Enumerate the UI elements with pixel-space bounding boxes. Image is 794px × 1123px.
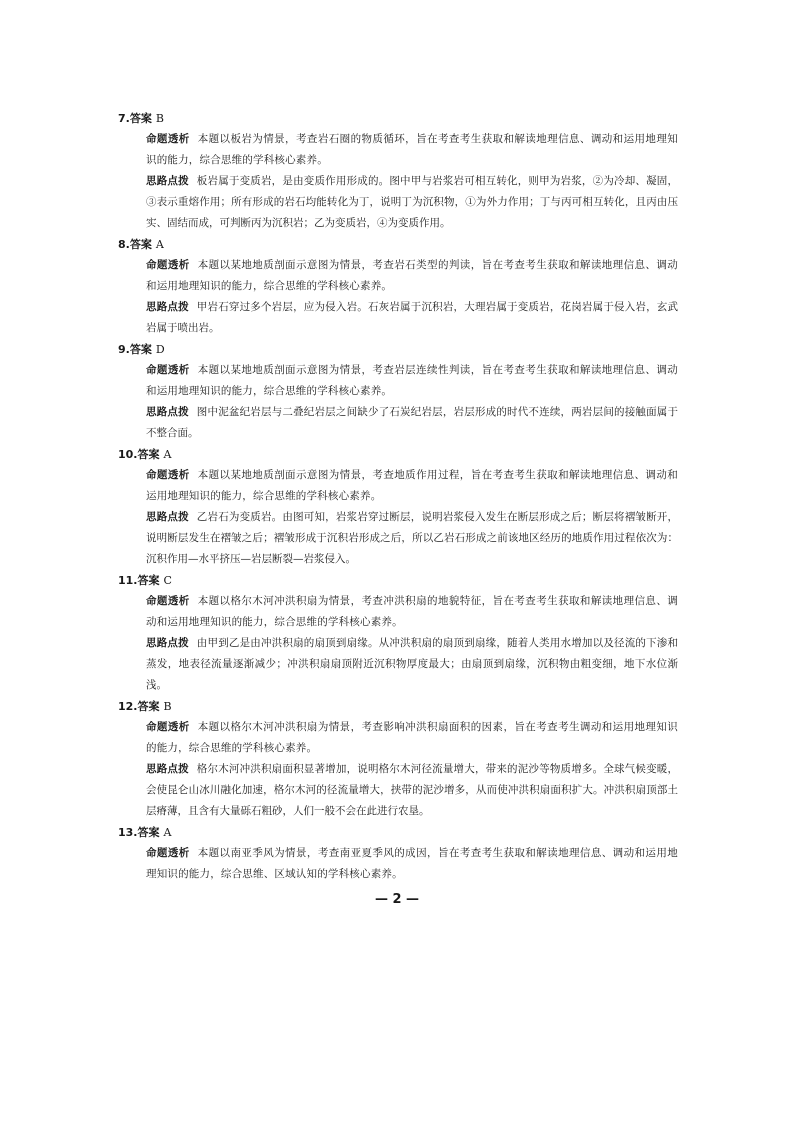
question-number: 11. xyxy=(118,574,138,587)
analysis-section xyxy=(146,255,678,297)
thinking-section xyxy=(146,402,678,444)
analysis-label: 命题透析 xyxy=(146,595,190,607)
answer-label: 答案 xyxy=(129,238,152,251)
question-block xyxy=(118,108,678,234)
thinking-text: 板岩属于变质岩，是由变质作用形成的。图中甲与岩浆岩可相互转化，则甲为岩浆，②为冷却、凝固，③表示重熔作用；所有形成的岩石均能转化为丁，说明丁为沉积物，①为外力作用；丁与丙可相互转化，且丙由压实、固结而成，可判断丙为沉积岩；乙为变质岩，④为变质作用。 xyxy=(146,175,679,229)
thinking-text: 乙岩石为变质岩。由图可知，岩浆岩穿过断层，说明岩浆侵入发生在断层形成之后；断层将褶皱断开，说明断层发生在褶皱之后；褶皱形成于沉积岩形成之后，所以乙岩石形成之前该地区经历的地质作用过程依次为：沉积作用—水平挤压—岩层断裂—岩浆侵入。 xyxy=(146,511,679,565)
analysis-section xyxy=(146,591,678,633)
question-number: 13. xyxy=(118,826,138,839)
answer-key-content xyxy=(118,108,678,885)
thinking-section xyxy=(146,171,678,234)
question-number: 7. xyxy=(118,112,130,125)
question-header xyxy=(118,570,678,591)
analysis-text: 本题以某地地质剖面示意图为情景，考查岩层连续性判读，旨在考查考生获取和解读地理信息、调动和运用地理知识的能力，综合思维的学科核心素养。 xyxy=(146,364,678,397)
answer-label: 答案 xyxy=(137,448,160,461)
thinking-text: 甲岩石穿过多个岩层，应为侵入岩。石灰岩属于沉积岩，大理岩属于变质岩，花岗岩属于侵入岩，玄武岩属于喷出岩。 xyxy=(146,301,679,334)
analysis-text: 本题以格尔木河冲洪积扇为情景，考查冲洪积扇的地貌特征，旨在考查考生获取和解读地理信息、调动和运用地理知识的能力，综合思维的学科核心素养。 xyxy=(146,595,678,628)
thinking-label: 思路点拨 xyxy=(146,763,189,775)
thinking-label: 思路点拨 xyxy=(146,406,189,418)
thinking-section xyxy=(146,759,678,822)
question-header xyxy=(118,234,678,255)
question-header xyxy=(118,108,678,129)
answer-label: 答案 xyxy=(137,700,160,713)
analysis-label: 命题透析 xyxy=(146,364,190,376)
thinking-text: 格尔木河冲洪积扇面积显著增加，说明格尔木河径流量增大，带来的泥沙等物质增多。全球气候变暖，会使昆仑山冰川融化加速，格尔木河的径流量增大，挟带的泥沙增多，从而使冲洪积扇面积扩大。冲洪积扇顶部土层瘠薄，且含有大量砾石粗砂，人们一般不会在此进行农垦。 xyxy=(146,763,679,817)
question-block xyxy=(118,444,678,570)
answer-value: A xyxy=(155,238,164,251)
analysis-label: 命题透析 xyxy=(146,133,190,145)
thinking-text: 由甲到乙是由冲洪积扇的扇顶到扇缘。从冲洪积扇的扇顶到扇缘，随着人类用水增加以及径流的下渗和蒸发，地表径流量逐渐减少；冲洪积扇扇顶附近沉积物厚度最大；由扇顶到扇缘，沉积物由粗变细，地下水位渐浅。 xyxy=(146,637,679,691)
thinking-label: 思路点拨 xyxy=(146,175,189,187)
thinking-section xyxy=(146,297,678,339)
thinking-text: 图中泥盆纪岩层与二叠纪岩层之间缺少了石炭纪岩层，岩层形成的时代不连续，两岩层间的接触面属于不整合面。 xyxy=(146,406,679,439)
analysis-text: 本题以某地地质剖面示意图为情景，考查岩石类型的判读，旨在考查考生获取和解读地理信息、调动和运用地理知识的能力，综合思维的学科核心素养。 xyxy=(146,259,678,292)
answer-value: C xyxy=(163,574,172,587)
question-header xyxy=(118,822,678,843)
answer-value: D xyxy=(155,343,165,356)
question-block xyxy=(118,822,678,885)
analysis-section xyxy=(146,717,678,759)
analysis-label: 命题透析 xyxy=(146,259,190,271)
page-number: — 2 — xyxy=(374,892,420,907)
question-block xyxy=(118,339,678,444)
answer-label: 答案 xyxy=(137,826,160,839)
question-header xyxy=(118,444,678,465)
thinking-label: 思路点拨 xyxy=(146,637,189,649)
question-number: 12. xyxy=(118,700,138,713)
question-header xyxy=(118,339,678,360)
analysis-text: 本题以南亚季风为情景，考查南亚夏季风的成因，旨在考查考生获取和解读地理信息、调动和运用地理知识的能力，综合思维、区域认知的学科核心素养。 xyxy=(146,847,678,880)
answer-value: A xyxy=(163,448,172,461)
thinking-label: 思路点拨 xyxy=(146,511,189,523)
answer-value: B xyxy=(163,700,172,713)
analysis-section xyxy=(146,129,678,171)
analysis-label: 命题透析 xyxy=(146,469,190,481)
analysis-section xyxy=(146,465,678,507)
question-number: 10. xyxy=(118,448,138,461)
thinking-label: 思路点拨 xyxy=(146,301,189,313)
analysis-text: 本题以板岩为情景，考查岩石圈的物质循环，旨在考查考生获取和解读地理信息、调动和运用地理知识的能力，综合思维的学科核心素养。 xyxy=(146,133,678,166)
question-block xyxy=(118,696,678,822)
question-block xyxy=(118,570,678,696)
analysis-section xyxy=(146,360,678,402)
answer-label: 答案 xyxy=(137,574,160,587)
analysis-label: 命题透析 xyxy=(146,721,190,733)
answer-label: 答案 xyxy=(129,112,152,125)
answer-label: 答案 xyxy=(129,343,152,356)
question-block xyxy=(118,234,678,339)
question-number: 9. xyxy=(118,343,130,356)
analysis-section xyxy=(146,843,678,885)
thinking-section xyxy=(146,633,678,696)
question-header xyxy=(118,696,678,717)
answer-value: A xyxy=(163,826,172,839)
answer-value: B xyxy=(155,112,164,125)
analysis-text: 本题以某地地质剖面示意图为情景，考查地质作用过程，旨在考查考生获取和解读地理信息、调动和运用地理知识的能力，综合思维的学科核心素养。 xyxy=(146,469,678,502)
thinking-section xyxy=(146,507,678,570)
question-number: 8. xyxy=(118,238,130,251)
analysis-label: 命题透析 xyxy=(146,847,190,859)
analysis-text: 本题以格尔木河冲洪积扇为情景，考查影响冲洪积扇面积的因素，旨在考查考生调动和运用地理知识的能力，综合思维的学科核心素养。 xyxy=(146,721,678,754)
